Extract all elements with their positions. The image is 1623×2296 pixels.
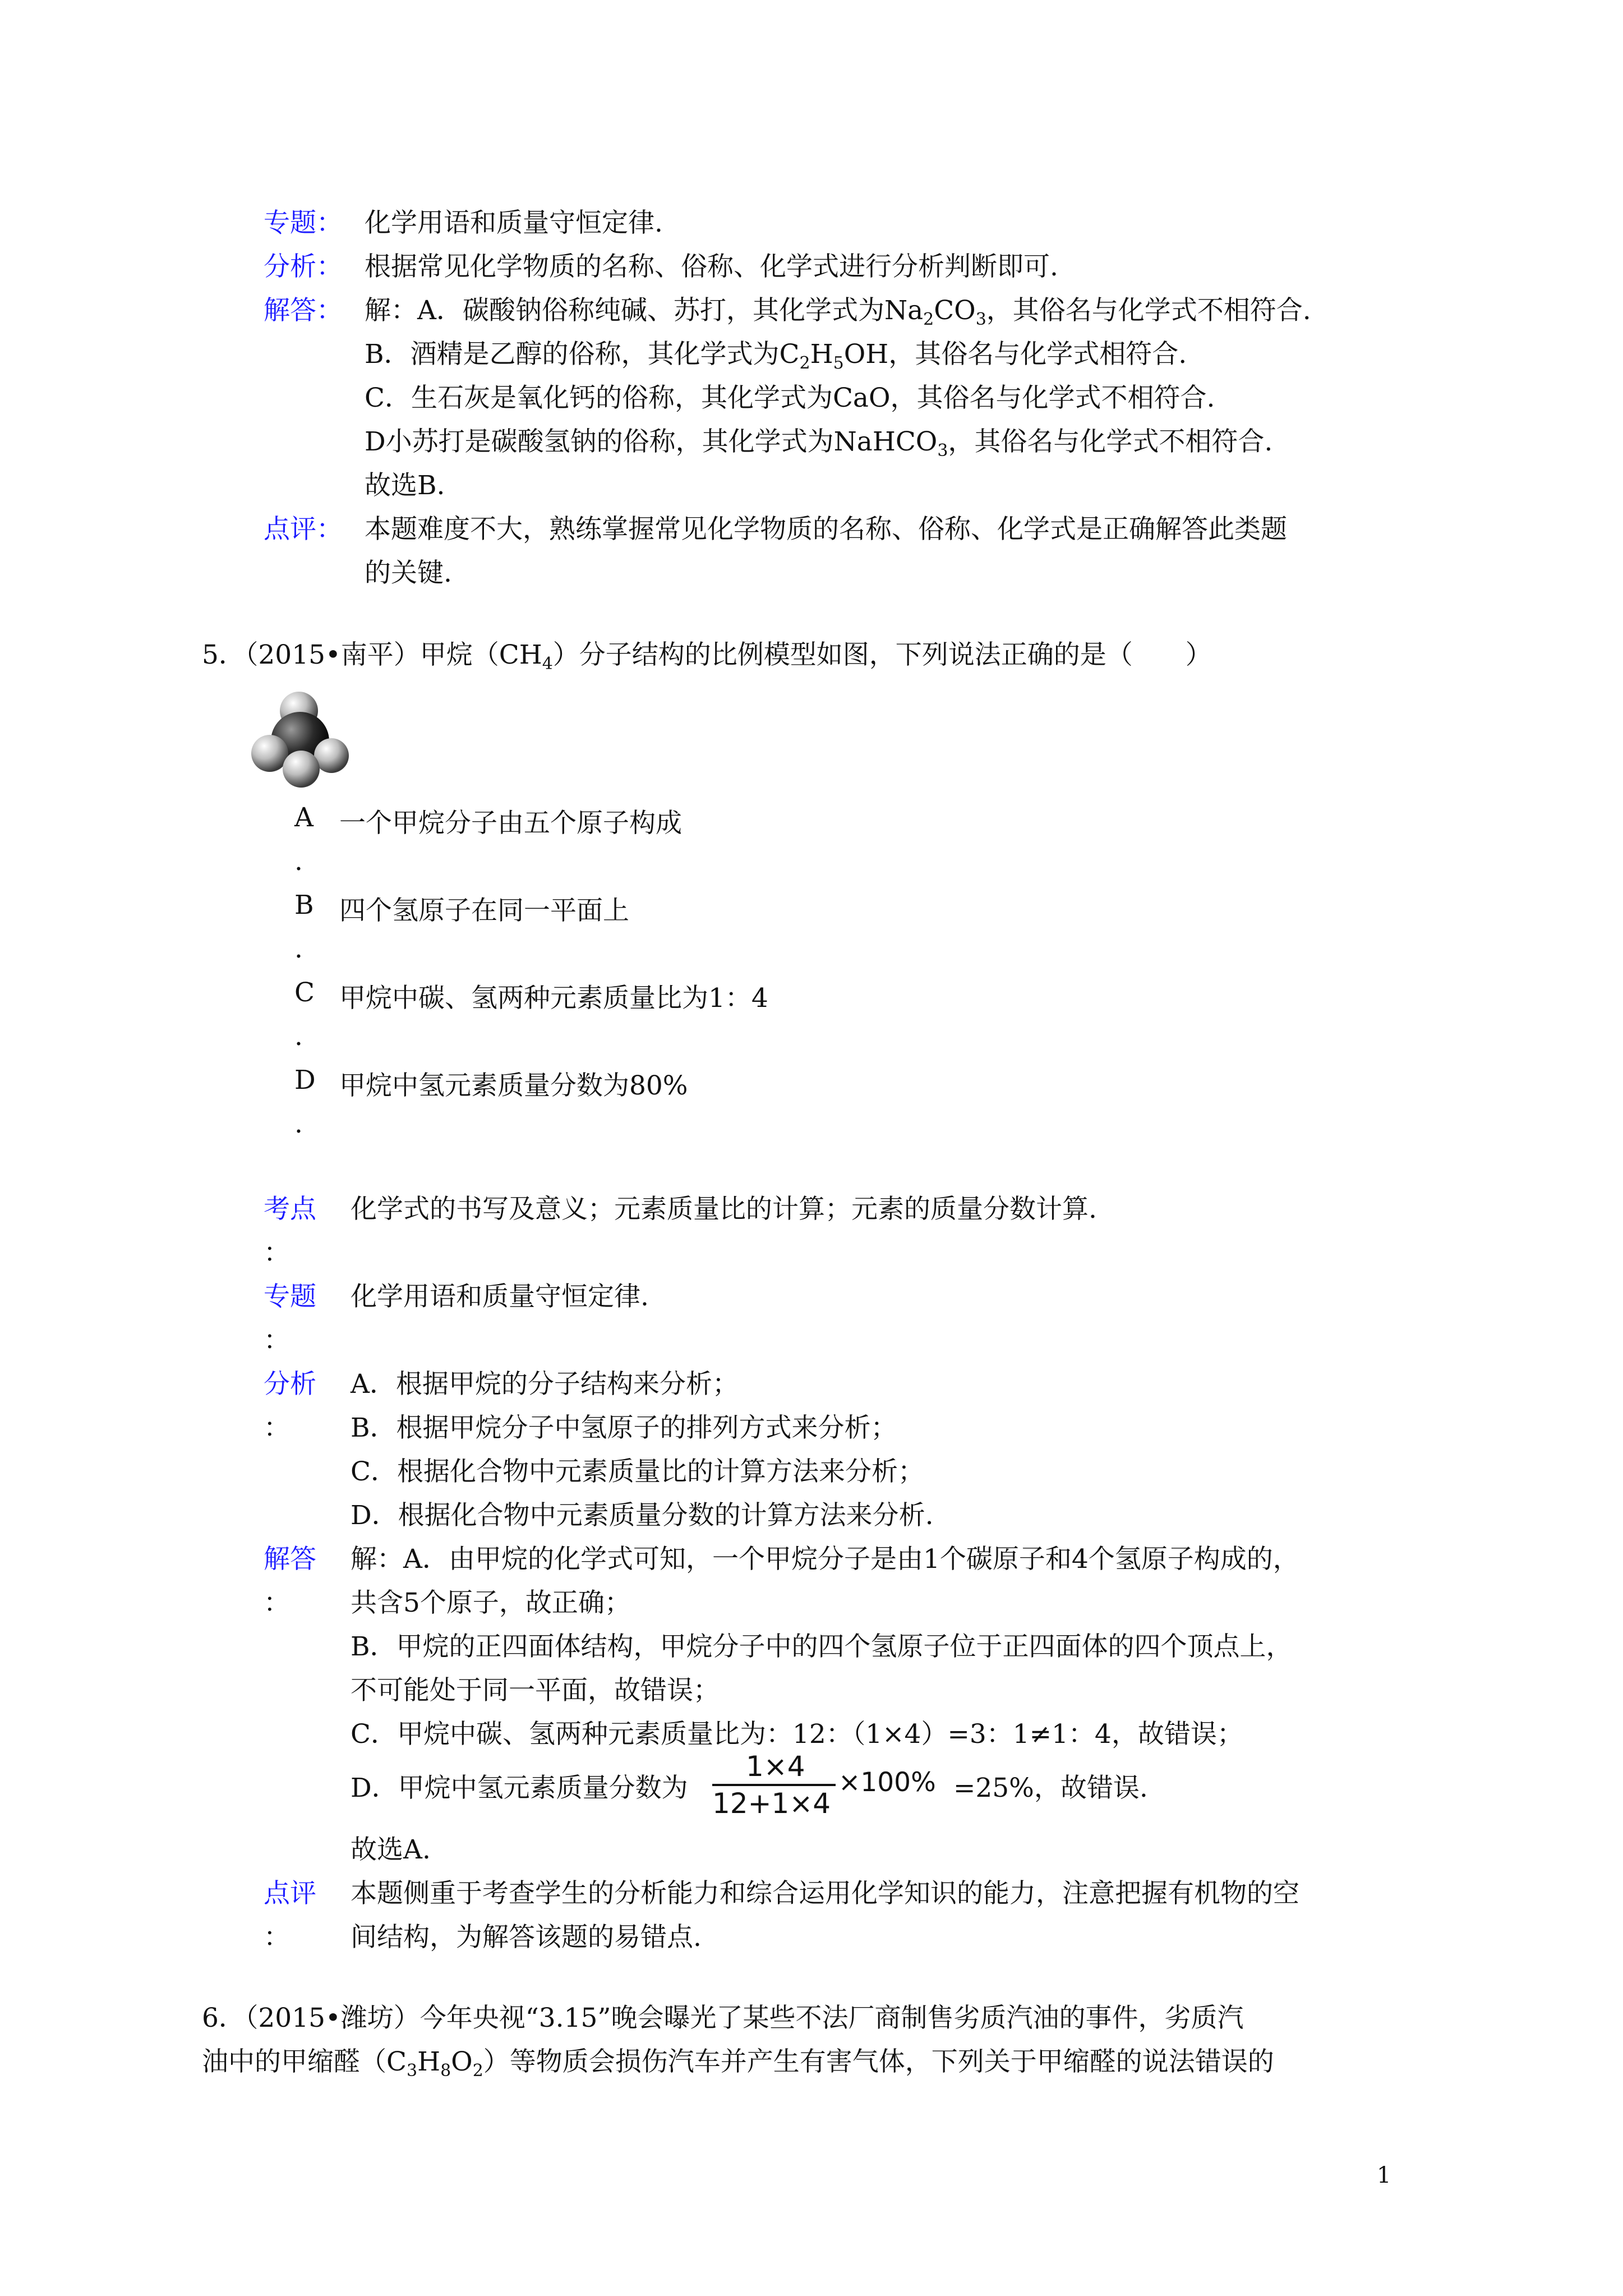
option-a-letter: A (294, 802, 313, 833)
q5-analysis-line: C．根据化合物中元素质量比的计算方法来分析； (351, 1456, 924, 1487)
q4-answer-c: C．生石灰是氧化钙的俗称，其化学式为CaO，其俗名与化学式不相符合. (365, 383, 1215, 413)
option-d-letter: D (294, 1065, 316, 1096)
q5-answer-line: 不可能处于同一平面，故错误； (351, 1675, 720, 1706)
option-d-text: 甲烷中氢元素质量分数为80% (339, 1070, 688, 1101)
q5-comment-line1: 本题侧重于考查学生的分析能力和综合运用化学知识的能力，注意把握有机物的空 (351, 1878, 1299, 1909)
option-c-letter: C (294, 977, 315, 1008)
q4-topic-label: 专题： (264, 208, 343, 238)
q5-topic-text: 化学用语和质量守恒定律. (351, 1281, 649, 1312)
q4-answer-b: B．酒精是乙醇的俗称，其化学式为$C_2H_5OH$，其俗名与化学式相符合. (365, 339, 1187, 373)
q5-topic-label: 专题 (264, 1281, 316, 1312)
q5-answer-line: 共含5个原子，故正确； (351, 1588, 631, 1618)
option-c-dot: . (294, 1021, 303, 1052)
q5-answer-d-pre: D．甲烷中氢元素质量分数为 (351, 1773, 688, 1803)
q5-analysis-line: A．根据甲烷的分子结构来分析； (351, 1369, 739, 1400)
q4-comment-line1: 本题难度不大，熟练掌握常见化学物质的名称、俗称、化学式是正确解答此类题 (365, 514, 1287, 545)
q5-answer-choice: 故选A. (351, 1834, 431, 1865)
q5-point-colon: ： (264, 1237, 290, 1268)
option-a-dot: . (294, 846, 303, 877)
q5-analysis-line: B．根据甲烷分子中氢原子的排列方式来分析； (351, 1412, 897, 1443)
option-b-letter: B (294, 890, 314, 921)
q5-answer-d-post: =25%，故错误. (953, 1773, 1148, 1803)
q4-answer-a: 解：A．碳酸钠俗称纯碱、苏打，其化学式为$Na_2CO_3$，其俗名与化学式不相符合. (365, 295, 1311, 329)
option-c-text: 甲烷中碳、氢两种元素质量比为1：4 (339, 983, 768, 1014)
q6-line1: 6．（2015•潍坊）今年央视“3.15”晚会曝光了某些不法厂商制售劣质汽油的事件，劣质汽 (202, 2003, 1244, 2033)
q5-comment-label: 点评 (264, 1878, 316, 1909)
q5-analysis-label: 分析 (264, 1369, 316, 1400)
q5-comment-colon: ： (264, 1922, 290, 1953)
option-d-dot: . (294, 1108, 303, 1139)
q4-analysis-text: 根据常见化学物质的名称、俗称、化学式进行分析判断即可. (365, 251, 1058, 282)
fraction-formula (712, 1750, 836, 1818)
fraction-multiplier: ×100% (838, 1767, 936, 1798)
page-number: 1 (1377, 2162, 1391, 2188)
q4-answer-choice: 故选B. (365, 470, 445, 501)
q5-answer-colon: ： (264, 1588, 290, 1618)
q5-answer-label: 解答 (264, 1544, 316, 1575)
q5-comment-line2: 间结构，为解答该题的易错点. (351, 1922, 702, 1953)
q5-answer-line: B．甲烷的正四面体结构，甲烷分子中的四个氢原子位于正四面体的四个顶点上， (351, 1631, 1293, 1662)
option-b-dot: . (294, 933, 303, 964)
q4-topic-text: 化学用语和质量守恒定律. (365, 208, 663, 238)
q4-answer-d: D小苏打是碳酸氢钠的俗称，其化学式为NaHCO$_3$，其俗名与化学式不相符合. (365, 426, 1273, 461)
q5-answer-line: 解：A．由甲烷的化学式可知，一个甲烷分子是由1个碳原子和4个氢原子构成的， (351, 1544, 1299, 1575)
q5-point-text: 化学式的书写及意义；元素质量比的计算；元素的质量分数计算. (351, 1194, 1097, 1225)
option-b-text: 四个氢原子在同一平面上 (339, 895, 629, 926)
q5-answer-line: C．甲烷中碳、氢两种元素质量比为：12：（1×4）=3：1≠1：4，故错误； (351, 1719, 1243, 1750)
q6-line2: 油中的甲缩醛$(C_3H_8O_2)$等物质会损伤汽车并产生有害气体，下列关于甲缩醛的说法错误的 (202, 2046, 1274, 2081)
q4-comment-line2: 的关键. (365, 558, 452, 588)
q4-comment-label: 点评： (264, 514, 343, 545)
q5-analysis-line: D．根据化合物中元素质量分数的计算方法来分析. (351, 1500, 934, 1531)
option-a-text: 一个甲烷分子由五个原子构成 (339, 808, 682, 839)
q5-stem: 5．（2015•南平）甲烷$(CH_4)$分子结构的比例模型如图，下列说法正确的是（ ） (202, 639, 1212, 674)
q4-analysis-label: 分析： (264, 251, 343, 282)
q5-analysis-colon: ： (264, 1412, 290, 1443)
methane-model-image (250, 687, 351, 791)
fraction-denominator: 12+1×4 (712, 1787, 831, 1820)
fraction-numerator: 1×4 (746, 1750, 805, 1783)
fraction-bar (712, 1784, 836, 1786)
q5-point-label: 考点 (264, 1194, 316, 1225)
q5-topic-colon: ： (264, 1325, 290, 1356)
q4-answer-label: 解答： (264, 295, 343, 326)
